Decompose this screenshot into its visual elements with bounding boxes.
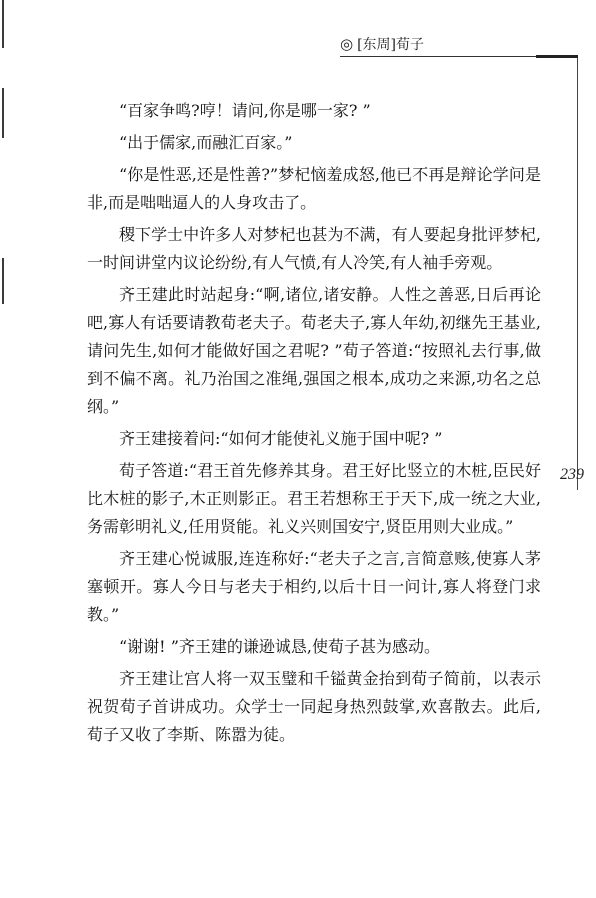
paragraph: “出于儒家,而融汇百家。” <box>119 133 293 152</box>
paragraph: “百家争鸣?哼！请问,你是哪一家? ” <box>119 101 371 120</box>
circle-target-icon: ◎ <box>340 35 354 53</box>
running-header <box>340 34 424 54</box>
paragraph: 齐王建接着问:“如何才能使礼义施于国中呢? ” <box>119 429 443 448</box>
paragraph: “你是性恶,还是性善?”梦杞恼羞成怒,他已不再是辩论学问是非,而是咄咄逼人的人身攻击了。 <box>87 165 541 212</box>
paragraph: 齐王建此时站起身:“啊,诸位,诸安静。人性之善恶,日后再论吧,寡人有话要请教荀老夫子。荀老夫子,寡人年幼,初继先王基业,请问先生,如何才能做好国之君呢? ”荀子答道:“按照礼去行事,做到不偏不离。礼乃治国之准绳,强国之根本,成功之来源,功名之总纲。” <box>87 285 541 416</box>
running-header-title: [东周]荀子 <box>357 37 425 53</box>
paragraph: 荀子答道:“君王首先修养其身。君王好比竖立的木桩,臣民好比木桩的影子,木正则影正。君王若想称王于天下,成一统之大业,务需彰明礼义,任用贤能。礼义兴则国安宁,贤臣用则大业成。” <box>87 461 541 536</box>
margin-rule <box>577 58 578 472</box>
paragraph: 稷下学士中许多人对梦杞也甚为不满，有人要起身批评梦杞,一时间讲堂内议论纷纷,有人气愤,有人冷笑,有人袖手旁观。 <box>87 225 541 272</box>
left-margin-bar <box>2 0 4 48</box>
paragraph: 齐王建让宫人将一双玉璧和千镒黄金抬到荀子简前，以表示祝贺荀子首讲成功。众学士一同起身热烈鼓掌,欢喜散去。此后,荀子又收了李斯、陈嚣为徒。 <box>87 669 541 744</box>
paragraph: “谢谢! ”齐王建的谦逊诚恳,使荀子甚为感动。 <box>119 637 440 656</box>
page-number: 239 <box>560 466 584 483</box>
left-margin-bar <box>2 88 4 138</box>
body-text <box>87 97 541 749</box>
paragraph: 齐王建心悦诚服,连连称好:“老夫子之言,言简意赅,使寡人茅塞顿开。寡人今日与老夫于相约,以后十日一问计,寡人将登门求教。” <box>87 549 541 624</box>
left-margin-bar <box>2 258 4 304</box>
header-rule-accent <box>536 55 578 58</box>
